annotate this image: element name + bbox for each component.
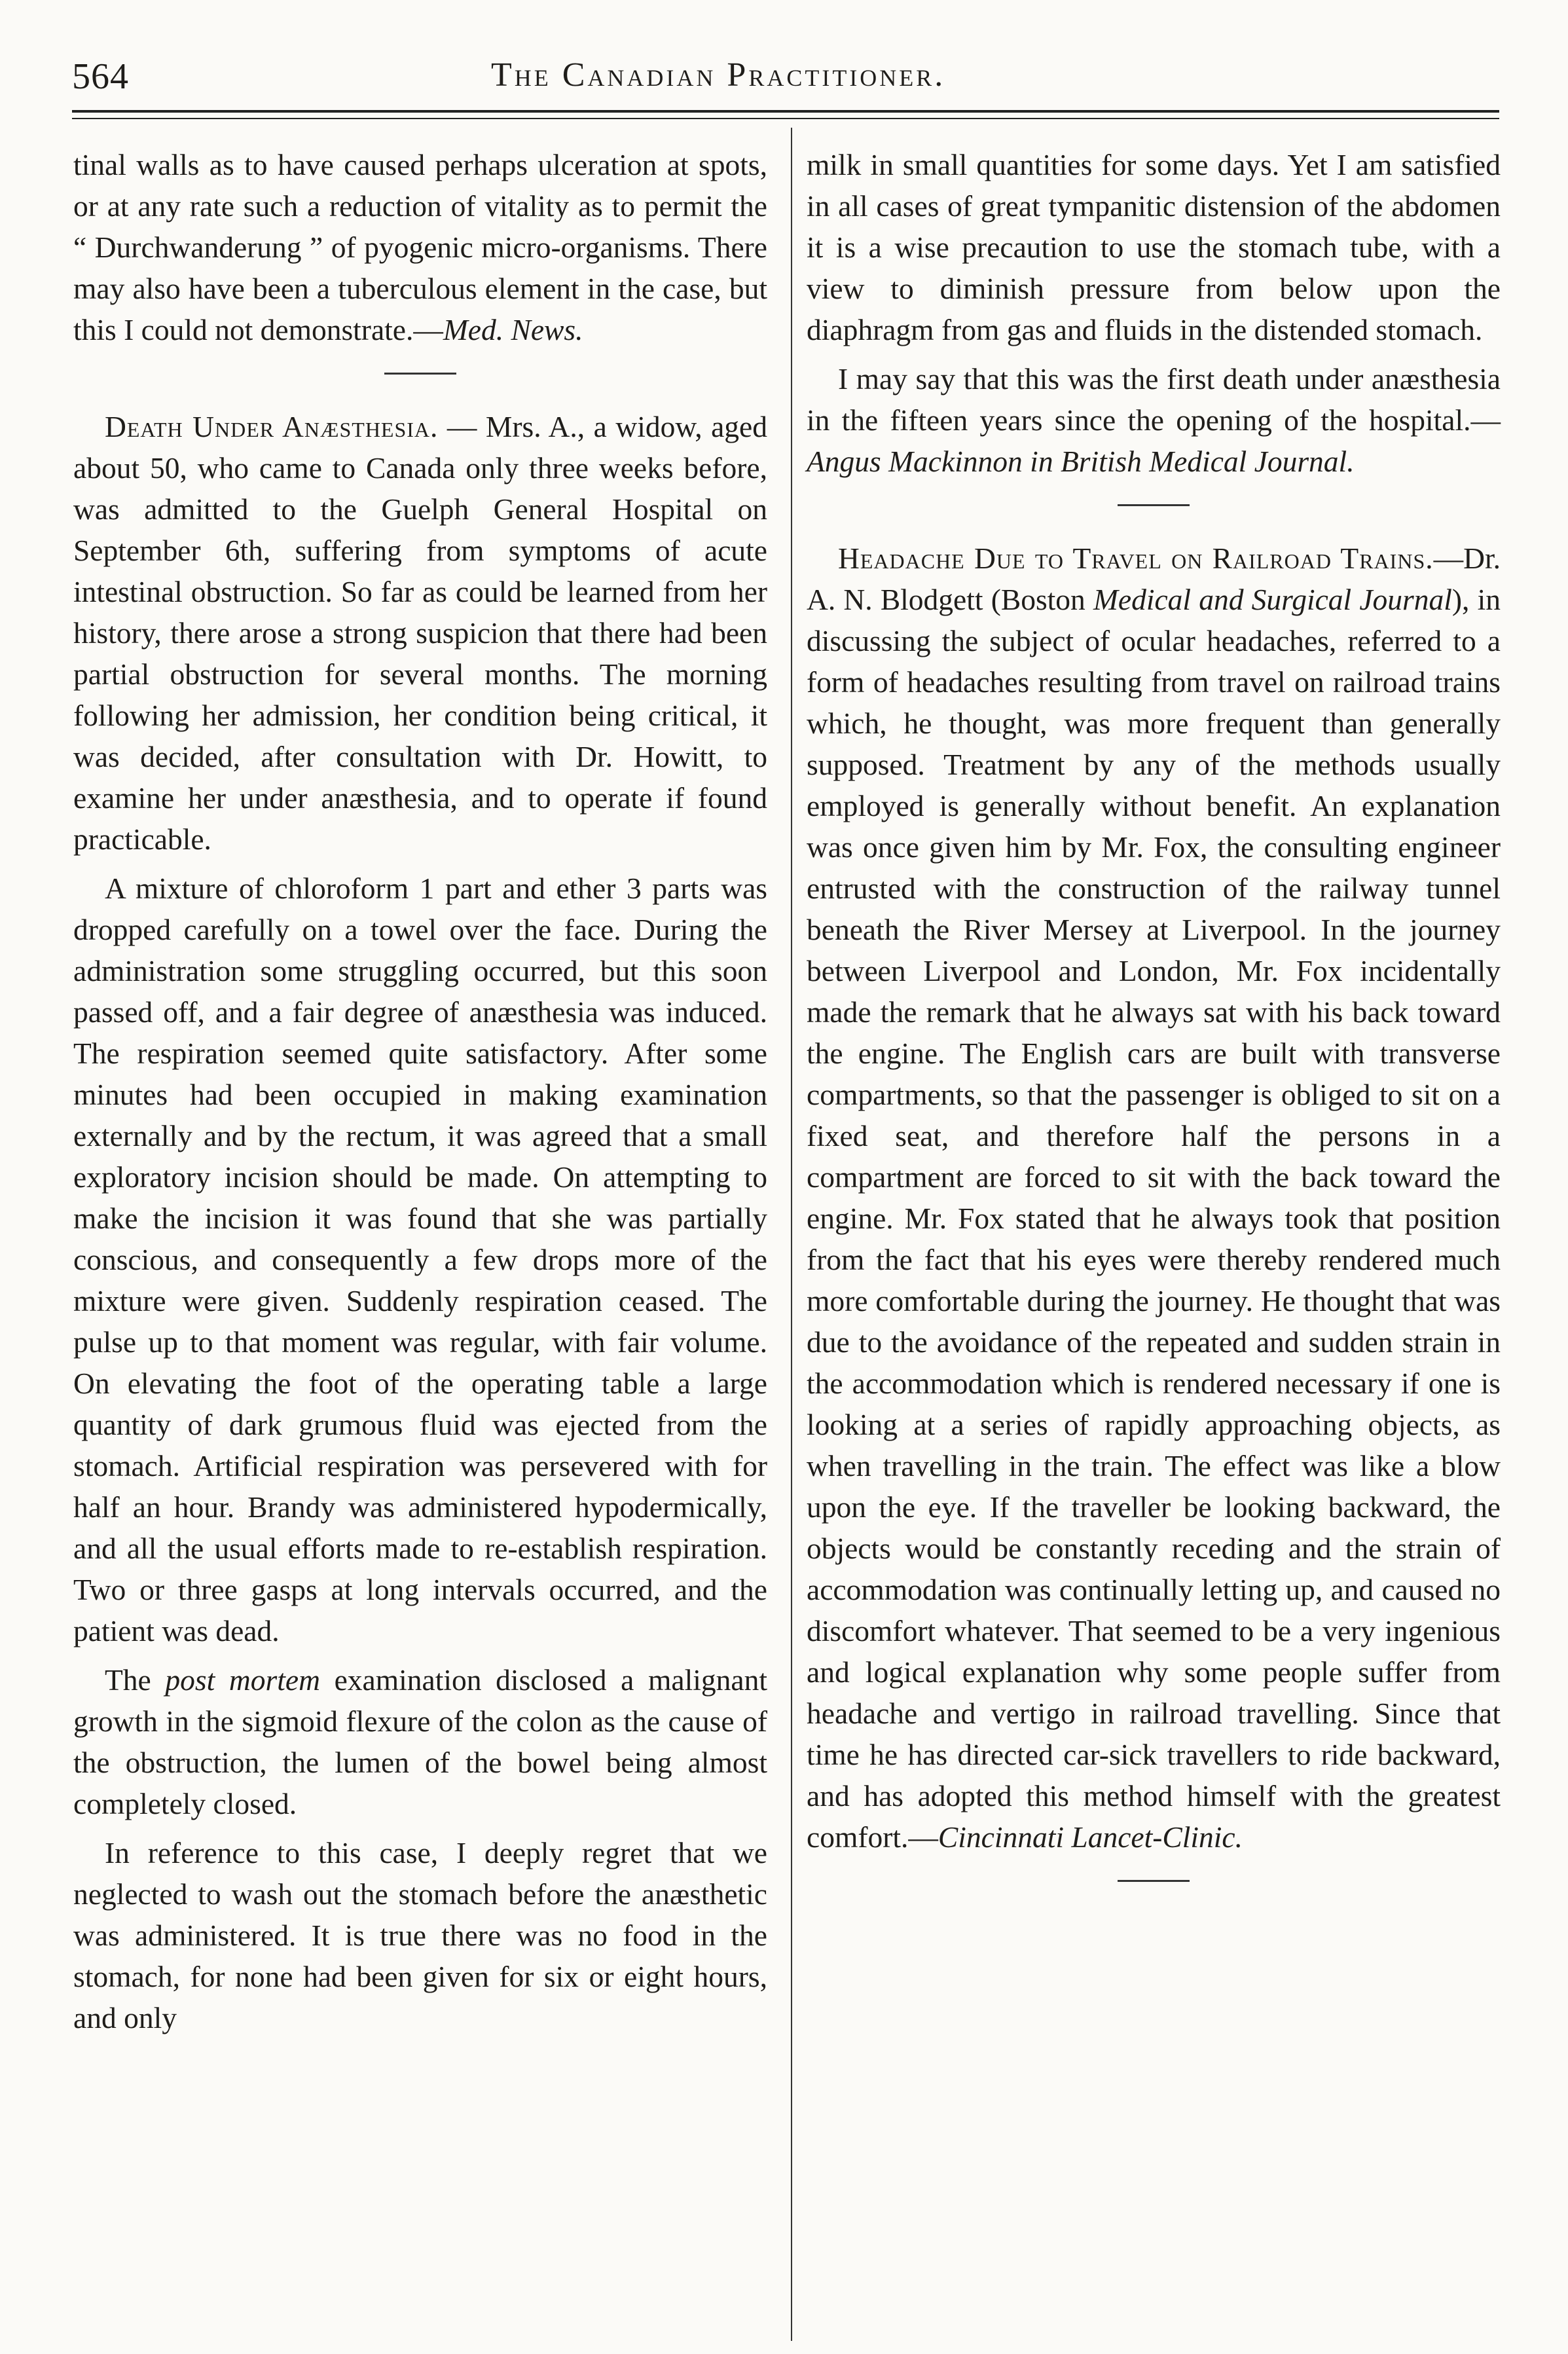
article-heading: Death Under Anæsthesia. (105, 410, 439, 443)
column-divider (791, 128, 792, 2341)
header-rule-thin (72, 118, 1499, 119)
paragraph: A mixture of chloroform 1 part and ether 3 parts was dropped carefully on a towel over the face. During the administration some struggling occurred, but this soon passed off, and a fair degree of anæsthesia was induced. The respiration seemed quite satisfactory. After some minutes had been occupied in making examination externally and by the rectum, it was agreed that a small exploratory incision should be made. On attempting to make the incision it was found that she was partially conscious, and consequently a few drops more of the mixture were given. Suddenly respiration ceased. The pulse up to that moment was regular, with fair volume. On elevating the foot of the operating table a large quantity of dark grumous fluid was ejected from the stomach. Artificial respiration was persevered with for half an hour. Brandy was administered hypodermically, and all the usual efforts made to re-establish respiration. Two or three gasps at long intervals occurred, and the patient was dead. (73, 872, 767, 1647)
paragraph-text: —Dr. A. N. Blodgett (Boston (807, 542, 1501, 616)
paragraph-text: ), in discussing the subject of ocular headaches, referred to a form of headaches resulting from travel on railroad trains which, he thought, was more frequent than generally supposed. Treatment by any of the methods usually employed is generally without benefit. An explanation was once given him by Mr. Fox, the consulting engineer entrusted with the construction of the railway tunnel beneath the River Mersey at Liverpool. In the journey between Liverpool and London, Mr. Fox incidentally made the remark that he always sat with his back toward the engine. The English cars are built with transverse compartments, so that the passenger is obliged to sit on a fixed seat, and therefore half the persons in a compartment are forced to sit with the back toward the engine. Mr. Fox stated that he always took that position from the fact that his eyes were thereby rendered much more comfortable during the journey. He thought that was due to the avoidance of the repeated and sudden strain in the accommodation which is rendered necessary if one is looking at a series of rapidly approaching objects, as when travelling in the train. The effect was like a blow upon the eye. If the traveller be looking backward, the objects would be constantly receding and the strain of accommodation was continually letting up, and caused no discomfort whatever. That seemed to be a very ingenious and logical explanation why some people suffer from headache and vertigo in railroad travelling. Since that time he has directed car-sick travellers to ride backward, and has adopted this method himself with the greatest comfort.— (807, 583, 1501, 1854)
paragraph-text: I may say that this was the first death under anæsthesia in the fifteen years since the opening of the hospital.— (807, 362, 1501, 437)
section-separator (384, 373, 456, 375)
page-number: 564 (72, 56, 129, 97)
right-column (807, 144, 1501, 1913)
article-heading: Headache Due to Travel on Railroad Trains. (838, 542, 1434, 575)
journal-title: Medical and Surgical Journal (1093, 583, 1452, 616)
section-separator (1118, 1880, 1190, 1882)
header-rule-thick (72, 110, 1499, 113)
paragraph-text: — Mrs. A., a widow, aged about 50, who came to Canada only three weeks before, was admitted to the Guelph General Hospital on September 6th, suffering from symptoms of acute intestinal obstruction. So far as could be learned from her history, there arose a strong suspicion that there had been partial obstruction for several months. The morning following her admission, her condition being critical, it was decided, after consultation with Dr. Howitt, to examine her under anæsthesia, and to operate if found practicable. (73, 410, 767, 856)
article-death-under-anaesthesia (73, 406, 767, 860)
section-separator (1118, 504, 1190, 506)
italic-term: post mortem (165, 1663, 320, 1697)
paragraph: In reference to this case, I deeply regret that we neglected to wash out the stomach before the anæsthetic was administered. It is true there was no food in the stomach, for none had been given for six or eight hours, and only (73, 1836, 767, 2034)
continued-paragraph (73, 144, 767, 350)
paragraph-text: The (105, 1663, 166, 1697)
paragraph-text: tinal walls as to have caused perhaps ulceration at spots, or at any rate such a reduction of vitality as to permit the “ Durchwanderung ” of pyogenic micro-organisms. There may also have been a tuberculous element in the case, but this I could not demonstrate.— (73, 148, 767, 346)
paragraph-text: examination disclosed a malignant growth in the sigmoid flexure of the colon as the cause of the obstruction, the lumen of the bowel being almost completely closed. (73, 1663, 767, 1820)
running-title: The Canadian Practitioner. (491, 56, 946, 94)
source-citation: Cincinnati Lancet-Clinic. (938, 1820, 1243, 1854)
paragraph (807, 358, 1501, 482)
article-headache-railroad (807, 538, 1501, 1858)
source-citation: Angus Mackinnon in British Medical Journal. (807, 445, 1355, 478)
paragraph (73, 1659, 767, 1824)
continued-paragraph: milk in small quantities for some days. Yet I am satisfied in all cases of great tympanitic distension of the abdomen it is a wise precaution to use the stomach tube, with a view to diminish pressure from below upon the diaphragm from gas and fluids in the distended stomach. (807, 148, 1501, 346)
source-citation: Med. News. (443, 313, 583, 346)
page-header (72, 56, 1499, 101)
left-column (73, 144, 767, 2046)
